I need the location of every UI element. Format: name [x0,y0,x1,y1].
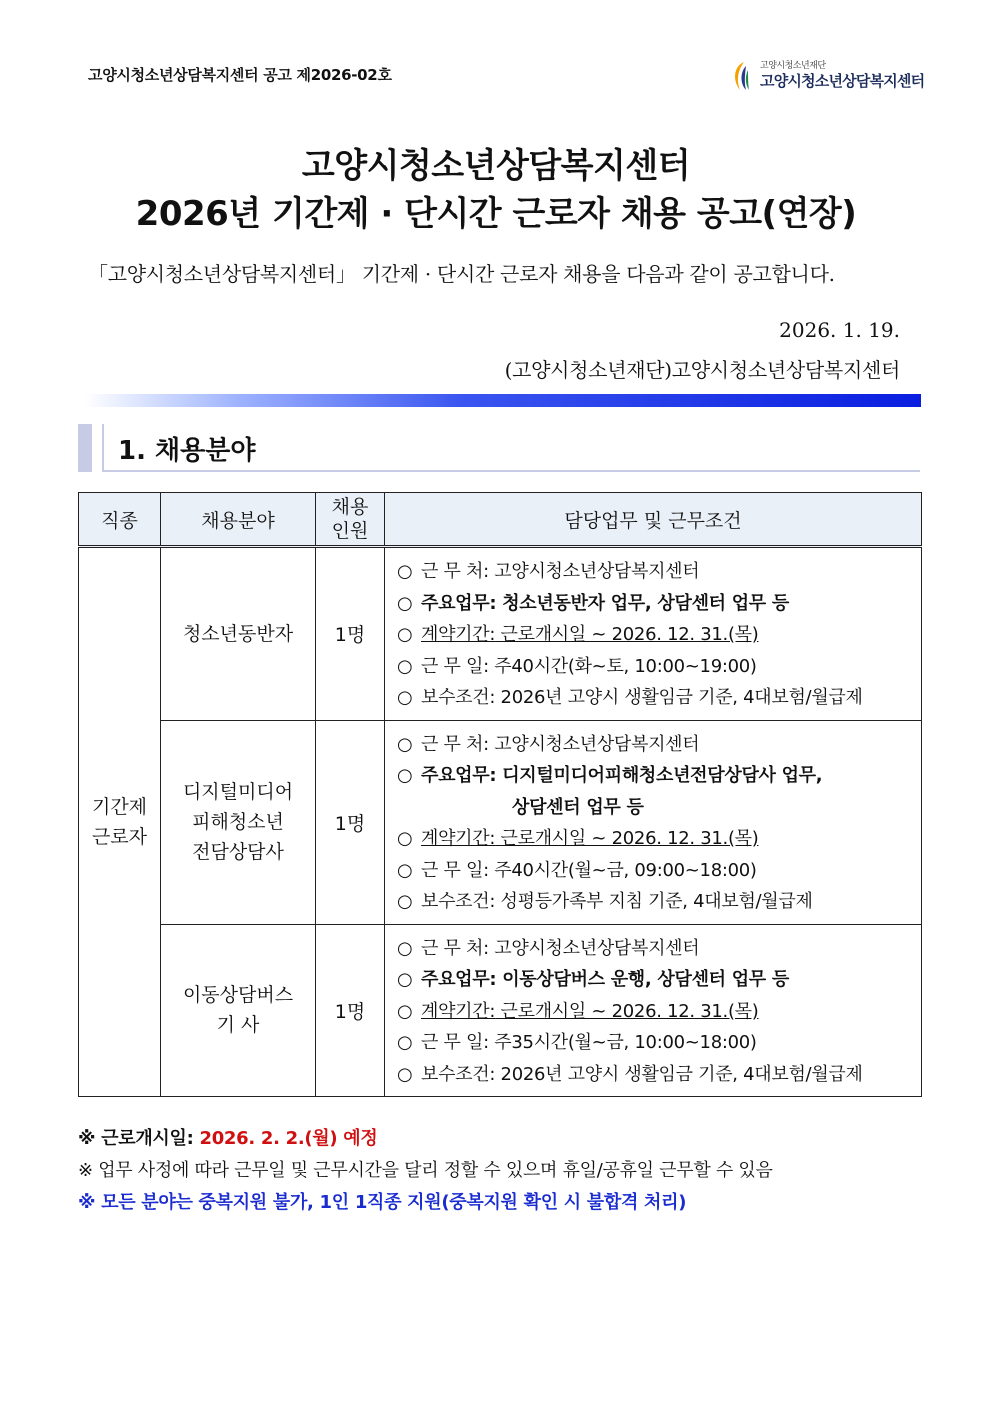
duty-line: ○ 계약기간: 근로개시일 ~ 2026. 12. 31.(목) [397,619,921,651]
header-job-type: 직종 [79,493,161,547]
duties-cell [385,924,922,1097]
bullet-circle-icon: ○ [397,828,413,849]
field-line: 피해청소년 [192,811,284,833]
bullet-circle-icon: ○ [397,969,413,990]
gradient-divider [85,394,921,407]
bullet-circle-icon: ○ [397,561,413,582]
job-type-cell [79,547,161,1097]
duty-line: ○ 주요업무: 이동상담버스 운행, 상담센터 업무 등 [397,964,921,996]
duty-line: ○ 계약기간: 근로개시일 ~ 2026. 12. 31.(목) [397,996,921,1028]
header-count-line1: 채용 [331,496,369,518]
duty-line: ○ 근 무 처: 고양시청소년상담복지센터 [397,729,921,761]
duties-cell [385,720,922,924]
issuing-org: (고양시청소년재단)고양시청소년상담복지센터 [504,358,900,382]
duty-line: ○ 주요업무: 청소년동반자 업무, 상담센터 업무 등 [397,588,921,620]
section-border-horizontal [102,470,920,472]
duty-line: ○ 주요업무: 디지털미디어피해청소년전담상담사 업무, [397,760,921,792]
field-line: 디지털미디어 [182,781,294,803]
bullet-circle-icon: ○ [397,733,413,755]
table-row [79,924,922,1097]
foundation-logo [730,58,925,94]
note-start-label: ※ 근로개시일: [78,1128,194,1149]
bullet-circle-icon: ○ [397,1063,413,1085]
logo-name-text: 고양시청소년상담복지센터 [760,72,925,90]
title-line-2: 2026년 기간제 · 단시간 근로자 채용 공고(연장) [135,194,857,234]
title-line-1: 고양시청소년상담복지센터 [301,146,691,186]
section-border-vertical [102,424,104,472]
field-line: 기 사 [216,1014,260,1037]
duty-line: ○ 보수조건: 2026년 고양시 생활임금 기준, 4대보험/월급제 [397,1059,921,1091]
bullet-circle-icon: ○ [397,687,413,708]
field-line: 이동상담버스 [182,984,294,1007]
note-start-value: 2026. 2. 2.(월) 예정 [199,1128,378,1149]
logo-small-text: 고양시청소년재단 [760,61,826,71]
notice-number: 고양시청소년상담복지센터 공고 제2026-02호 [88,66,392,84]
table-header-row [79,493,922,547]
header-count-line2: 인원 [331,520,369,542]
table-row [79,547,922,721]
intro-text: 「고양시청소년상담복지센터」 기간제 · 단시간 근로자 채용을 다음과 같이 공고합니다. [88,262,835,286]
field-cell [161,924,316,1097]
duty-line: ○ 근 무 일: 주40시간(월~금, 09:00~18:00) [397,855,921,887]
table-row [79,720,922,924]
duty-line: ○ 근 무 일: 주35시간(월~금, 10:00~18:00) [397,1027,921,1059]
header-field: 채용분야 [161,493,316,547]
header-duties: 담당업무 및 근무조건 [385,493,922,547]
bullet-circle-icon: ○ [397,624,413,645]
bullet-circle-icon: ○ [397,891,413,912]
logo-mark-icon [730,60,756,92]
bullet-circle-icon: ○ [397,592,413,614]
duty-line: ○ 보수조건: 성평등가족부 지침 기준, 4대보험/월급제 [397,886,921,918]
table-body [79,547,922,1097]
duty-line: ○ 계약기간: 근로개시일 ~ 2026. 12. 31.(목) [397,823,921,855]
notice-date: 2026. 1. 19. [779,318,900,342]
duty-line: ○ 근 무 일: 주40시간(화~토, 10:00~19:00) [397,651,921,683]
count-cell: 1명 [316,547,385,721]
field-cell [161,547,316,721]
field-line: 전담상담사 [192,841,284,863]
note-work-schedule: ※ 업무 사정에 따라 근무일 및 근무시간을 달리 정할 수 있으며 휴일/공휴일 근무할 수 있음 [78,1160,773,1181]
recruitment-table [78,492,922,1097]
note-start-date [78,1123,773,1155]
duty-line-continuation: 상담센터 업무 등 [512,796,644,818]
bullet-circle-icon: ○ [397,937,413,959]
section-marker [78,424,92,472]
duty-line: ○ 보수조건: 2026년 고양시 생활임금 기준, 4대보험/월급제 [397,682,921,714]
note-duplicate-application: ※ 모든 분야는 중복지원 불가, 1인 1직종 지원(중복지원 확인 시 불합격 처리) [78,1192,687,1213]
bullet-circle-icon: ○ [397,655,413,677]
duties-cell [385,547,922,721]
footnotes [78,1123,773,1219]
job-type-line2: 근로자 [91,826,148,848]
duty-line: ○ 근 무 처: 고양시청소년상담복지센터 [397,933,921,965]
bullet-circle-icon: ○ [397,765,413,786]
field-cell [161,720,316,924]
field-line: 청소년동반자 [182,622,294,645]
count-cell: 1명 [316,924,385,1097]
bullet-circle-icon: ○ [397,1000,413,1022]
section-title: 1. 채용분야 [118,436,256,466]
job-type-line1: 기간제 [91,796,148,818]
duty-line: ○ 근 무 처: 고양시청소년상담복지센터 [397,556,921,588]
bullet-circle-icon: ○ [397,859,413,881]
header-count [316,493,385,547]
bullet-circle-icon: ○ [397,1032,413,1053]
count-cell: 1명 [316,720,385,924]
